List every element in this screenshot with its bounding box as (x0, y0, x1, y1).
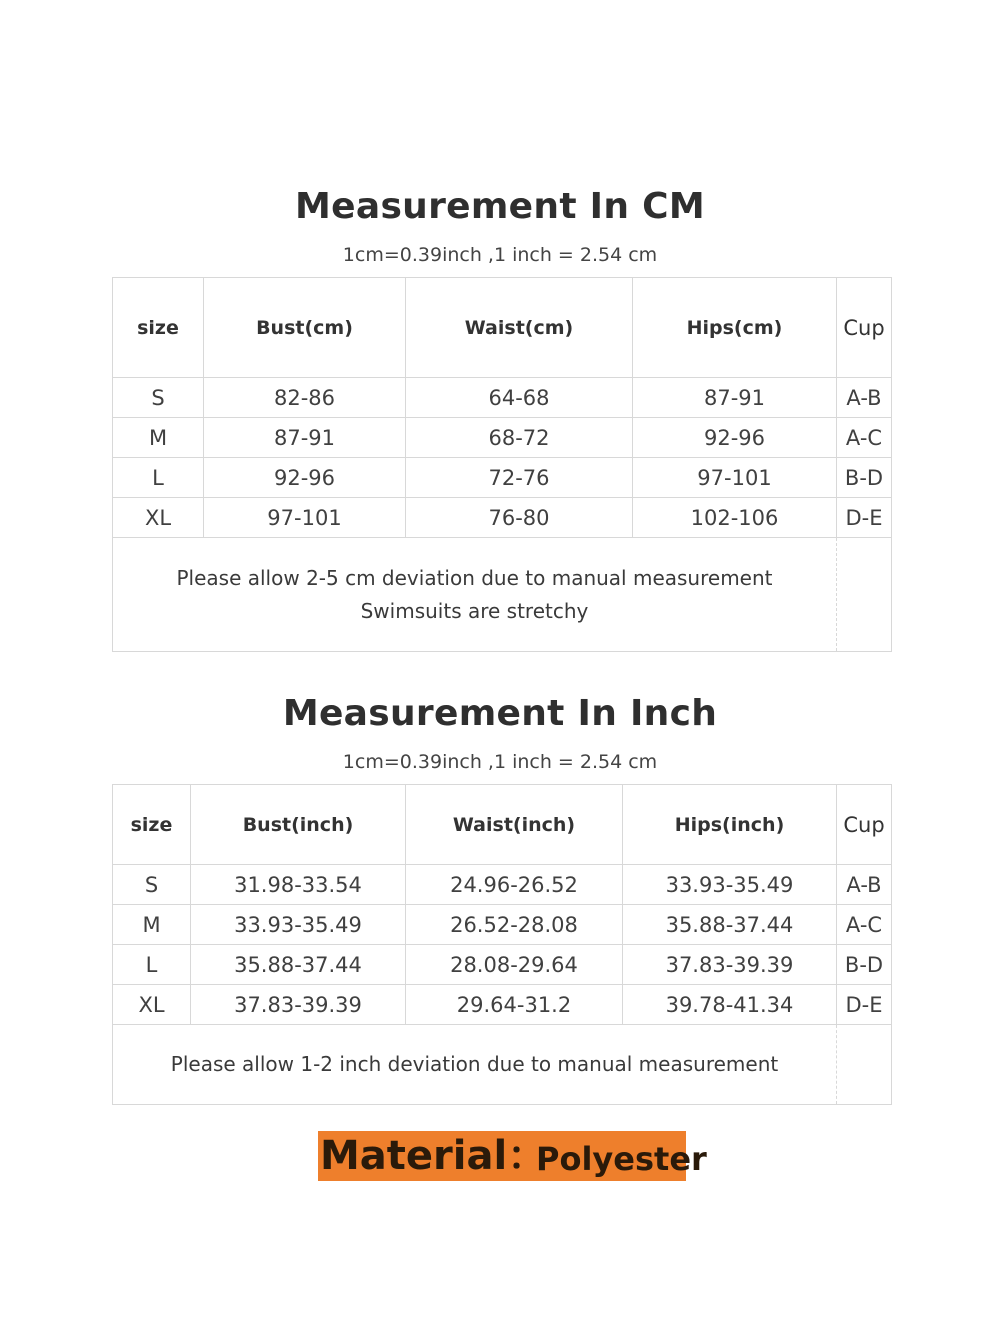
table-row (113, 905, 892, 945)
table-note-row (113, 538, 892, 652)
table-row (113, 945, 892, 985)
cm-size-table (112, 277, 892, 652)
hips-cell: 102-106 (633, 498, 837, 538)
waist-cell: 28.08-29.64 (406, 945, 623, 985)
header-cup: Cup (837, 278, 892, 378)
hips-cell: 33.93-35.49 (623, 865, 837, 905)
size-cell: S (113, 865, 191, 905)
header-size: size (113, 785, 191, 865)
header-hips: Hips(cm) (633, 278, 837, 378)
stretch-note: Swimsuits are stretchy (360, 598, 589, 623)
material-banner (318, 1131, 707, 1181)
cm-section-title: Measurement In CM (295, 186, 705, 227)
empty-cell (837, 1025, 892, 1105)
deviation-note: Please allow 1-2 inch deviation due to manual measurement (113, 1025, 837, 1105)
table-header-row (113, 785, 892, 865)
hips-cell: 35.88-37.44 (623, 905, 837, 945)
header-bust: Bust(cm) (204, 278, 406, 378)
cup-cell: A-C (837, 418, 892, 458)
cup-cell: B-D (837, 945, 892, 985)
bust-cell: 82-86 (204, 378, 406, 418)
header-waist: Waist(cm) (406, 278, 633, 378)
waist-cell: 24.96-26.52 (406, 865, 623, 905)
header-waist: Waist(inch) (406, 785, 623, 865)
hips-cell: 39.78-41.34 (623, 985, 837, 1025)
cm-conversion-note: 1cm=0.39inch ,1 inch = 2.54 cm (342, 244, 658, 266)
waist-cell: 29.64-31.2 (406, 985, 623, 1025)
table-row (113, 418, 892, 458)
table-header-row (113, 278, 892, 378)
header-cup: Cup (837, 785, 892, 865)
size-cell: L (113, 945, 191, 985)
size-cell: L (113, 458, 204, 498)
table-row (113, 865, 892, 905)
bust-cell: 37.83-39.39 (191, 985, 406, 1025)
hips-cell: 37.83-39.39 (623, 945, 837, 985)
bust-cell: 31.98-33.54 (191, 865, 406, 905)
size-cell: M (113, 418, 204, 458)
inch-conversion-note: 1cm=0.39inch ,1 inch = 2.54 cm (342, 751, 658, 773)
table-row (113, 985, 892, 1025)
inch-section-title: Measurement In Inch (282, 693, 718, 734)
bust-cell: 92-96 (204, 458, 406, 498)
table-row (113, 378, 892, 418)
waist-cell: 72-76 (406, 458, 633, 498)
deviation-note-cell (113, 538, 837, 652)
bust-cell: 97-101 (204, 498, 406, 538)
table-row (113, 458, 892, 498)
header-hips: Hips(inch) (623, 785, 837, 865)
cup-cell: D-E (837, 985, 892, 1025)
size-cell: XL (113, 498, 204, 538)
hips-cell: 92-96 (633, 418, 837, 458)
size-cell: XL (113, 985, 191, 1025)
size-cell: M (113, 905, 191, 945)
cup-cell: D-E (837, 498, 892, 538)
material-label: Material： (320, 1133, 548, 1179)
waist-cell: 68-72 (406, 418, 633, 458)
table-note-row (113, 1025, 892, 1105)
size-cell: S (113, 378, 204, 418)
waist-cell: 76-80 (406, 498, 633, 538)
table-row (113, 498, 892, 538)
cup-cell: A-B (837, 378, 892, 418)
cup-cell: A-C (837, 905, 892, 945)
cup-cell: B-D (837, 458, 892, 498)
material-value: Polyester (536, 1140, 707, 1178)
hips-cell: 87-91 (633, 378, 837, 418)
deviation-note: Please allow 2-5 cm deviation due to manual measurement (176, 565, 773, 590)
inch-size-table (112, 784, 892, 1105)
cup-cell: A-B (837, 865, 892, 905)
bust-cell: 87-91 (204, 418, 406, 458)
bust-cell: 35.88-37.44 (191, 945, 406, 985)
empty-cell (837, 538, 892, 652)
waist-cell: 64-68 (406, 378, 633, 418)
waist-cell: 26.52-28.08 (406, 905, 623, 945)
hips-cell: 97-101 (633, 458, 837, 498)
header-size: size (113, 278, 204, 378)
bust-cell: 33.93-35.49 (191, 905, 406, 945)
header-bust: Bust(inch) (191, 785, 406, 865)
